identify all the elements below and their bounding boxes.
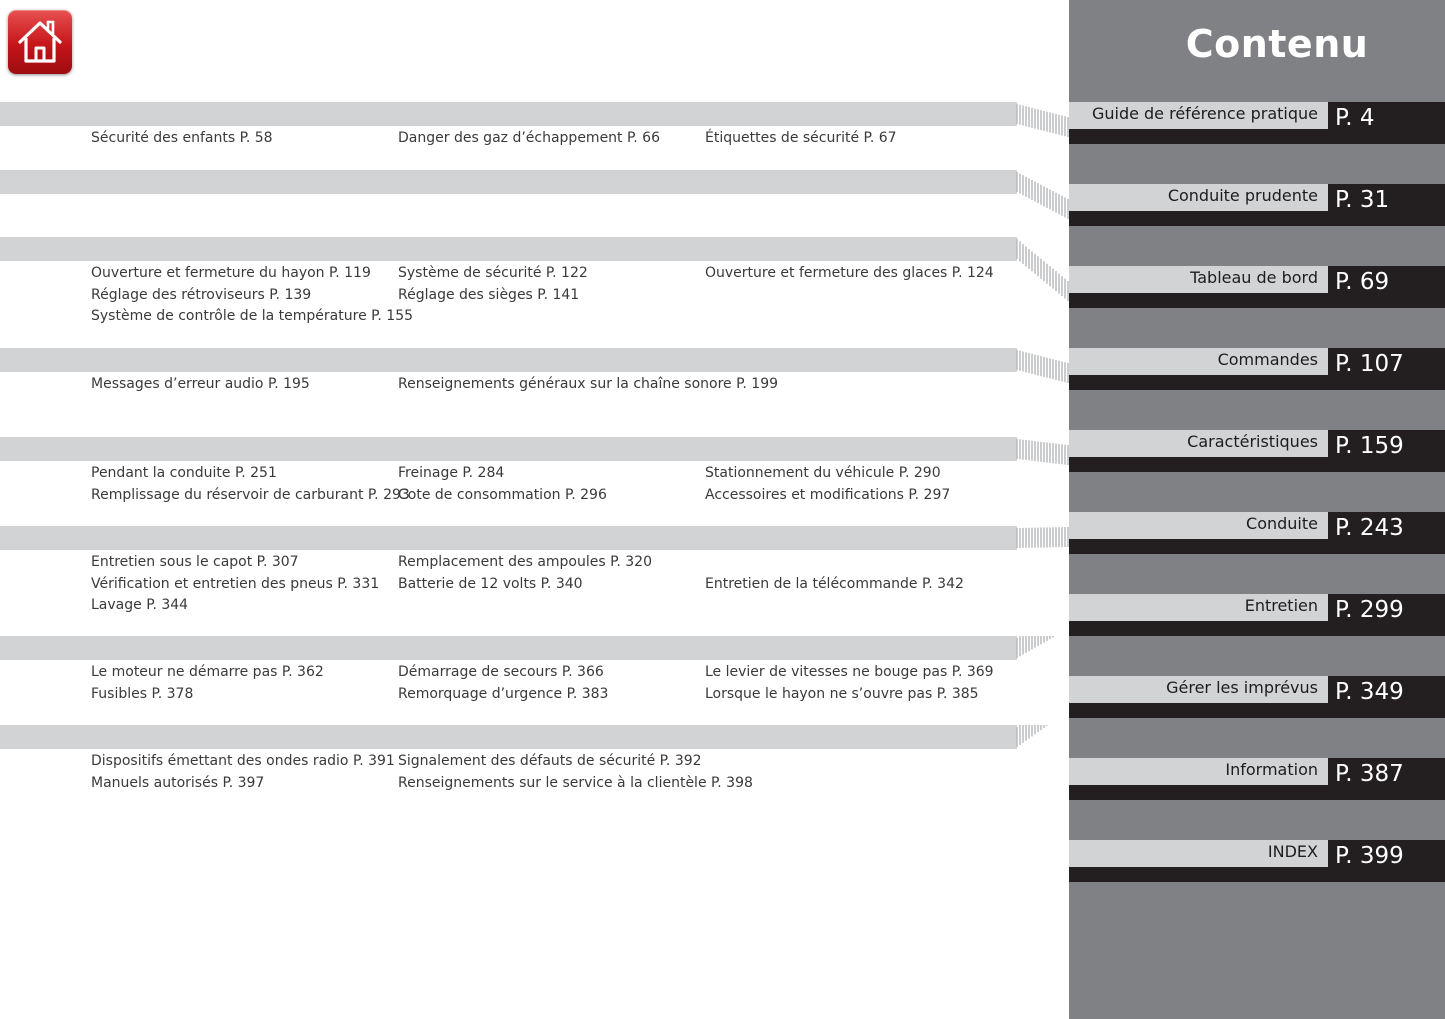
toc-entry[interactable]: Le levier de vitesses ne bouge pas P. 369 xyxy=(705,664,994,680)
nav-item-label: Conduite xyxy=(1069,512,1328,539)
toc-entry[interactable]: Démarrage de secours P. 366 xyxy=(398,664,604,680)
section-connector xyxy=(1015,348,1071,385)
nav-item-page: P. 387 xyxy=(1328,758,1445,800)
toc-entry[interactable]: Système de contrôle de la température P. 155 xyxy=(91,308,414,325)
nav-item-2[interactable] xyxy=(1069,184,1445,226)
toc-entry[interactable]: Remorquage d’urgence P. 383 xyxy=(398,685,609,702)
section-band xyxy=(0,526,1017,550)
section-connector xyxy=(1015,102,1071,139)
nav-item-page: P. 243 xyxy=(1328,512,1445,554)
nav-item-9[interactable] xyxy=(1069,758,1445,800)
nav-item-label: Information xyxy=(1069,758,1328,785)
toc-entry[interactable]: Remplissage du réservoir de carburant P. 293 xyxy=(91,486,410,503)
nav-item-label: Gérer les imprévus xyxy=(1069,676,1328,703)
section-connector xyxy=(1015,237,1071,303)
nav-item-page: P. 107 xyxy=(1328,348,1445,390)
section-band xyxy=(0,437,1017,461)
nav-item-bar xyxy=(1069,621,1328,636)
nav-item-1[interactable] xyxy=(1069,102,1445,144)
nav-item-page: P. 299 xyxy=(1328,594,1445,636)
toc-entry[interactable]: Dispositifs émettant des ondes radio P. 391 xyxy=(91,753,395,769)
toc-entry[interactable]: Réglage des rétroviseurs P. 139 xyxy=(91,286,312,303)
section-connector xyxy=(1015,725,1071,753)
home-button[interactable] xyxy=(8,10,72,74)
nav-item-label: Commandes xyxy=(1069,348,1328,375)
nav-item-bar xyxy=(1069,539,1328,554)
toc-entry[interactable]: Étiquettes de sécurité P. 67 xyxy=(705,130,897,146)
nav-item-label: Tableau de bord xyxy=(1069,266,1328,293)
toc-entry[interactable]: Vérification et entretien des pneus P. 331 xyxy=(91,575,380,592)
section-band xyxy=(0,636,1017,660)
nav-item-page: P. 399 xyxy=(1328,840,1445,882)
nav-item-bar xyxy=(1069,867,1328,882)
toc-entry[interactable]: Lavage P. 344 xyxy=(91,597,189,614)
nav-item-7[interactable] xyxy=(1069,594,1445,636)
nav-item-bar xyxy=(1069,293,1328,308)
nav-item-bar xyxy=(1069,375,1328,390)
toc-entry[interactable]: Pendant la conduite P. 251 xyxy=(91,465,277,481)
nav-item-8[interactable] xyxy=(1069,676,1445,718)
nav-item-bar xyxy=(1069,457,1328,472)
toc-entry[interactable]: Renseignements sur le service à la clientèle P. 398 xyxy=(398,774,753,791)
nav-item-label: Caractéristiques xyxy=(1069,430,1328,457)
toc-entry[interactable]: Ouverture et fermeture des glaces P. 124 xyxy=(705,265,994,281)
section-band xyxy=(0,170,1017,194)
toc-entry[interactable]: Entretien de la télécommande P. 342 xyxy=(705,575,964,592)
section-connector xyxy=(1015,526,1071,554)
nav-item-label: Conduite prudente xyxy=(1069,184,1328,211)
nav-item-page: P. 4 xyxy=(1328,102,1445,144)
section-connector xyxy=(1015,636,1071,664)
toc-entry[interactable]: Batterie de 12 volts P. 340 xyxy=(398,575,583,592)
nav-item-bar xyxy=(1069,785,1328,800)
toc-entry[interactable]: Manuels autorisés P. 397 xyxy=(91,774,265,791)
nav-item-4[interactable] xyxy=(1069,348,1445,390)
nav-item-page: P. 349 xyxy=(1328,676,1445,718)
toc-entry[interactable]: Ouverture et fermeture du hayon P. 119 xyxy=(91,265,371,281)
toc-entry[interactable]: Signalement des défauts de sécurité P. 392 xyxy=(398,753,702,769)
nav-item-page: P. 159 xyxy=(1328,430,1445,472)
toc-entry[interactable]: Sécurité des enfants P. 58 xyxy=(91,130,273,146)
nav-item-bar xyxy=(1069,129,1328,144)
nav-item-label: INDEX xyxy=(1069,840,1328,867)
section-band xyxy=(0,725,1017,749)
nav-item-bar xyxy=(1069,211,1328,226)
toc-entry[interactable]: Système de sécurité P. 122 xyxy=(398,265,588,281)
nav-item-5[interactable] xyxy=(1069,430,1445,472)
section-band xyxy=(0,348,1017,372)
toc-entry[interactable]: Le moteur ne démarre pas P. 362 xyxy=(91,664,324,680)
toc-entry[interactable]: Remplacement des ampoules P. 320 xyxy=(398,554,652,570)
nav-item-page: P. 69 xyxy=(1328,266,1445,308)
toc-entry[interactable]: Entretien sous le capot P. 307 xyxy=(91,554,299,570)
section-connector xyxy=(1015,437,1071,467)
toc-entry[interactable]: Fusibles P. 378 xyxy=(91,685,194,702)
nav-item-3[interactable] xyxy=(1069,266,1445,308)
toc-entry[interactable]: Freinage P. 284 xyxy=(398,465,505,481)
section-connector xyxy=(1015,170,1071,221)
toc-entry[interactable]: Stationnement du véhicule P. 290 xyxy=(705,465,941,481)
toc-entry[interactable]: Renseignements généraux sur la chaîne sonore P. 199 xyxy=(398,376,779,392)
nav-item-label: Guide de référence pratique xyxy=(1069,102,1328,129)
toc-entry[interactable]: Messages d’erreur audio P. 195 xyxy=(91,376,310,392)
nav-item-10[interactable] xyxy=(1069,840,1445,882)
nav-item-page: P. 31 xyxy=(1328,184,1445,226)
toc-entry[interactable]: Cote de consommation P. 296 xyxy=(398,486,607,503)
nav-item-label: Entretien xyxy=(1069,594,1328,621)
toc-entry[interactable]: Danger des gaz d’échappement P. 66 xyxy=(398,130,660,146)
section-band xyxy=(0,102,1017,126)
nav-item-6[interactable] xyxy=(1069,512,1445,554)
toc-entry[interactable]: Lorsque le hayon ne s’ouvre pas P. 385 xyxy=(705,685,979,702)
home-icon xyxy=(15,17,65,67)
toc-entry[interactable]: Accessoires et modifications P. 297 xyxy=(705,486,951,503)
section-band xyxy=(0,237,1017,261)
nav-item-bar xyxy=(1069,703,1328,718)
contents-sidebar xyxy=(1069,0,1445,1019)
toc-entry[interactable]: Réglage des sièges P. 141 xyxy=(398,286,580,303)
sidebar-title: Contenu xyxy=(1185,22,1369,66)
